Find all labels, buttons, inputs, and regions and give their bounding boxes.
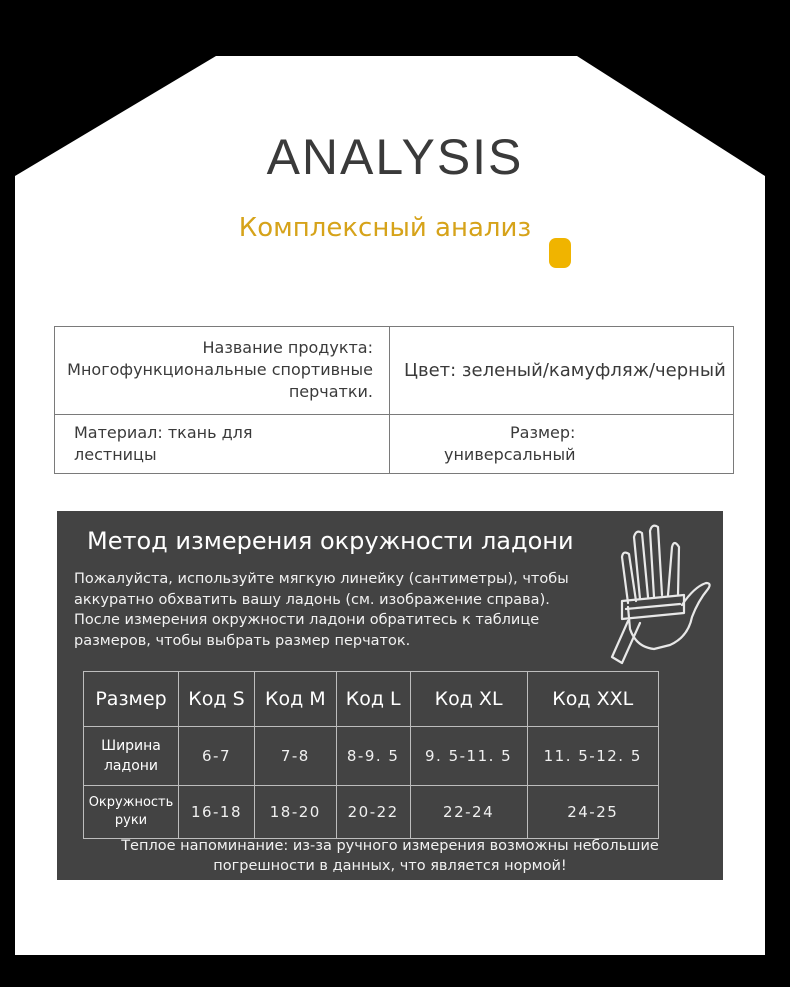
hand-circ-m: 18-20 bbox=[254, 786, 336, 839]
size-chart-header bbox=[84, 672, 659, 727]
table-row bbox=[84, 786, 659, 839]
palm-width-s: 6-7 bbox=[179, 727, 255, 786]
size-header-s: Код S bbox=[179, 672, 255, 727]
size-header-xl: Код XL bbox=[410, 672, 527, 727]
product-material-cell: Материал: ткань для лестницы bbox=[55, 414, 390, 473]
palm-width-xxl: 11. 5-12. 5 bbox=[527, 727, 658, 786]
measurement-panel bbox=[57, 511, 723, 880]
product-info-table bbox=[54, 326, 734, 474]
row-label-hand-circumference: Окружность руки bbox=[84, 786, 179, 839]
size-chart-table bbox=[83, 671, 659, 839]
hand-measure-icon bbox=[610, 517, 720, 667]
palm-width-xl: 9. 5-11. 5 bbox=[410, 727, 527, 786]
size-header-label: Размер bbox=[84, 672, 179, 727]
hand-circ-s: 16-18 bbox=[179, 786, 255, 839]
hand-circ-l: 20-22 bbox=[336, 786, 410, 839]
product-size-cell: Размер: универсальный bbox=[390, 414, 734, 473]
measurement-note: Теплое напоминание: из-за ручного измерения возможны небольшие погрешности в данных, что является нормой! bbox=[121, 838, 659, 874]
hand-circ-xl: 22-24 bbox=[410, 786, 527, 839]
accent-dot bbox=[549, 238, 571, 268]
palm-width-m: 7-8 bbox=[254, 727, 336, 786]
size-header-m: Код M bbox=[254, 672, 336, 727]
row-label-palm-width: Ширина ладони bbox=[84, 727, 179, 786]
table-row bbox=[84, 727, 659, 786]
product-color-cell: Цвет: зеленый/камуфляж/черный bbox=[390, 327, 734, 415]
size-header-xxl: Код XXL bbox=[527, 672, 658, 727]
page-subtitle: Комплексный анализ bbox=[238, 213, 532, 243]
hand-circ-xxl: 24-25 bbox=[527, 786, 658, 839]
palm-width-l: 8-9. 5 bbox=[336, 727, 410, 786]
measurement-title: Метод измерения окружности ладони bbox=[87, 527, 574, 555]
product-name-cell: Название продукта: Многофункциональные спортивные перчатки. bbox=[55, 327, 390, 415]
measurement-instructions: Пожалуйста, используйте мягкую линейку (сантиметры), чтобы аккуратно обхватить вашу ладонь (см. изображение справа). После измерения окружности ладони обратитесь к таблице размеров, чтобы выбрать размер перчаток. bbox=[74, 571, 569, 649]
page-title: ANALYSIS bbox=[266, 129, 524, 185]
size-header-l: Код L bbox=[336, 672, 410, 727]
